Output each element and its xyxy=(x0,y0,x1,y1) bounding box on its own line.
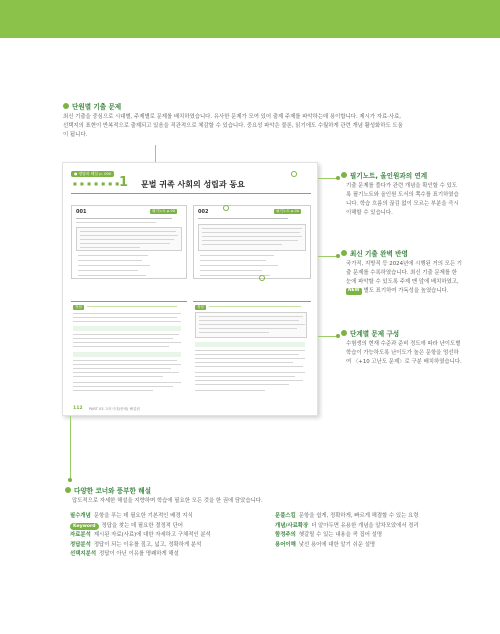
answer-label: 정답 xyxy=(197,305,204,309)
feature-item: 함정주의 헷갈릴 수 있는 내용을 콕 집어 설명 xyxy=(275,532,383,539)
bullet-icon xyxy=(341,330,347,336)
connector-dot xyxy=(336,334,340,338)
unit-section-title: 단원별 기출 문제 xyxy=(63,101,121,111)
question-box-001 xyxy=(71,205,187,279)
bullet-icon xyxy=(341,250,347,256)
feature-item: 정답분석 정답이 되는 이유를 짚고, 넓고, 정확하게 분석 xyxy=(70,541,202,548)
answer-block-left xyxy=(71,301,187,401)
chapter-number: 1 xyxy=(119,175,129,190)
chapter-divider xyxy=(71,193,311,194)
latest-section-title: 최신 기출 완벽 반영 xyxy=(341,248,408,258)
source-box xyxy=(76,227,182,251)
feature-item: 용어이해 낯선 용어에 대한 알기 쉬운 설명 xyxy=(275,541,376,548)
link-section-text: 기출 문제를 풀다가 관련 개념을 확인할 수 있도 록 필기노트와 올인원 도서의 쪽수를 표기하였습 니다. 학습 흐름의 끊김 없이 모르는 부분을 즉시 이해할 수 있습니다. xyxy=(346,183,459,216)
sample-page-preview xyxy=(62,162,318,416)
marker-circle xyxy=(291,171,297,177)
connector-dot xyxy=(68,478,72,482)
chapter-header xyxy=(67,169,315,195)
chapter-tag: ● 정답과 해설 p. 000 xyxy=(71,171,114,177)
connector-line xyxy=(70,416,71,480)
answer-block-right xyxy=(193,301,311,401)
question-number: 001 xyxy=(76,209,87,215)
connector-dot xyxy=(336,176,340,180)
keyword-pill: Keyword xyxy=(70,523,99,530)
page-running-title: PART 03 고려시대(중세) 해설편 xyxy=(89,407,140,411)
connector-line xyxy=(318,336,338,337)
feature-item: Keyword 정답을 찾는 데 필요한 결정적 단어 xyxy=(70,522,211,532)
explain-box xyxy=(195,312,307,338)
feature-item: 개념/사료확장 더 알아두면 유용한 개념을 알차모았에서 정리 xyxy=(275,522,419,529)
connector-line xyxy=(318,178,338,179)
note-tag: 필기노트 p.00 xyxy=(152,209,176,213)
bullet-icon xyxy=(341,172,347,178)
feature-item: 문풀스킬 문항을 쉽게, 정확하게, 빠르게 해결할 수 있는 요령 xyxy=(275,513,419,519)
explain-section-intro: 압도적으로 자세한 해설을 지향하며 학습에 필요한 모든 것을 한 권에 담았습니다. xyxy=(72,498,263,504)
page-number: 112 xyxy=(73,406,83,411)
connector-line xyxy=(318,256,338,257)
source-box xyxy=(198,224,306,251)
feature-item: 필수개념 문항을 푸는 데 필요한 기본적인 배경 지식 xyxy=(70,513,193,519)
chapter-dots: ■ ■ ■ ■ ■ ■ ■ xyxy=(73,181,121,186)
level-section-text: 수험생의 현재 수준과 준비 정도에 따라 난이도별 학습이 가능하도록 난이도가 높은 문항을 엄선하 여 〈+10 고난도 문제〉로 구분 배치하였습니다. xyxy=(346,341,462,365)
feature-list-left xyxy=(70,512,211,560)
feature-item: 자료분석 제시된 자료(사료)에 대한 자세하고 구체적인 분석 xyxy=(70,532,211,539)
question-number: 002 xyxy=(198,209,209,215)
feature-list-right xyxy=(275,512,419,550)
chapter-title: 문벌 귀족 사회의 성립과 동요 xyxy=(141,180,245,189)
note-tag: 필기노트 p.00 xyxy=(276,209,300,213)
link-section-title: 필기노트, 올인원과의 연계 xyxy=(341,170,427,180)
bullet-icon xyxy=(63,103,69,109)
explain-section-title: 다양한 코너와 풍부한 해설 xyxy=(65,485,151,495)
bullet-icon xyxy=(65,487,71,493)
level-section-title: 단계별 문제 구성 xyxy=(341,328,399,338)
unit-section-text: 최신 기출을 중심으로 시대별, 주제별로 문제를 배치하였습니다. 유사한 문제가 모여 있어 출제 주제를 파악하는데 용이합니다. 제시가 자료·사료, 선택지의 표현이 반복적으로 출제되고 있음을 직관적으로 체감할 수 있습니다. 중요성 파악은 물론, 읽기에도 수월하게 관련 개념 활성화하도 도움 이 됩니다. xyxy=(63,114,403,138)
marker-circle xyxy=(259,275,265,281)
question-box-002 xyxy=(193,205,311,279)
connector-dot xyxy=(336,254,340,258)
new-badge: NEW xyxy=(348,288,360,294)
header-bar xyxy=(0,0,500,38)
feature-item: 선택지분석 정답이 아닌 이유를 명쾌하게 해설 xyxy=(70,551,179,558)
answer-label: 정답 xyxy=(75,305,82,309)
latest-section-text: 국가직, 지방직 등 2024년에 시행된 거의 모든 기 출 문제를 수록하였습니다. 최신 기출 문제를 한 눈에 파악할 수 있도록 주제 맨 앞에 배치하였고, NEW 별도 표기하여 가독성을 높였습니다. xyxy=(346,261,462,294)
marker-circle xyxy=(223,205,229,211)
